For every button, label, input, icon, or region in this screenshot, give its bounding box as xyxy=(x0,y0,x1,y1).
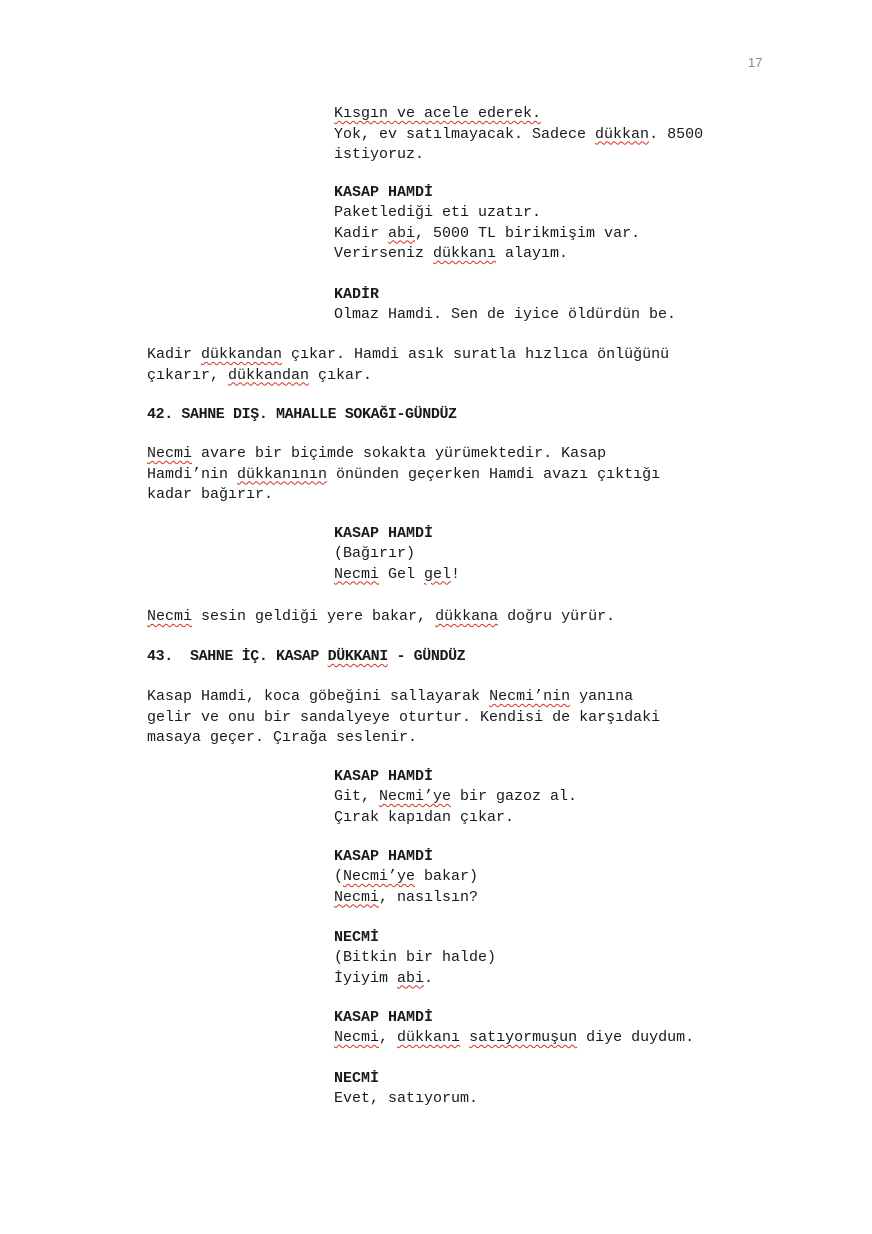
script-line xyxy=(334,244,640,265)
text-run: bir gazoz al. xyxy=(451,788,578,805)
text-run: (Bağırır) xyxy=(334,545,416,562)
dialogue-block xyxy=(334,203,640,265)
script-line xyxy=(334,867,478,888)
text-run: Çırak kapıdan çıkar. xyxy=(334,808,515,826)
text-run: diye duydum. xyxy=(577,1029,695,1046)
text-run: Gel xyxy=(379,565,425,583)
dialogue-block xyxy=(334,305,676,326)
spellcheck-flagged-word: Necmi xyxy=(147,445,193,462)
script-line xyxy=(334,565,460,586)
character-name: KASAP HAMDİ xyxy=(334,768,434,785)
script-line xyxy=(147,444,660,465)
spellcheck-flagged-word: gel xyxy=(424,565,452,583)
script-line xyxy=(334,948,496,969)
text-run: - GÜNDÜZ xyxy=(387,648,466,665)
text-run: yanına xyxy=(570,688,634,705)
spellcheck-flagged-word: satıyormuşun xyxy=(469,1029,578,1046)
text-run: Kasap Hamdi, koca göbeğini sallayarak xyxy=(147,688,490,705)
scene-heading xyxy=(147,647,465,668)
action-block xyxy=(147,444,660,506)
script-line xyxy=(334,1028,694,1049)
dialogue-block xyxy=(334,867,478,908)
script-line xyxy=(334,808,577,829)
script-line xyxy=(147,687,660,708)
spellcheck-flagged-word: abi xyxy=(397,969,425,987)
text-run: avare bir biçimde sokakta yürümektedir. Kasap xyxy=(192,445,607,462)
spellcheck-flagged-word: Necmi xyxy=(334,1029,380,1046)
spellcheck-flagged-word: Necmi’nin xyxy=(489,688,571,705)
character-name: NECMİ xyxy=(334,929,380,946)
script-line xyxy=(334,145,703,166)
spellcheck-flagged-word: Necmi xyxy=(334,565,380,583)
text-run: kadar bağırır. xyxy=(147,486,274,503)
spellcheck-flagged-word: abi xyxy=(388,224,416,242)
text-run: Git, xyxy=(334,788,380,805)
text-run: çıkar. xyxy=(309,366,373,384)
text-run: , nasılsın? xyxy=(379,888,479,906)
spellcheck-flagged-word: Necmi xyxy=(334,888,380,906)
spellcheck-flagged-word: DÜKKANI xyxy=(327,648,388,665)
script-line xyxy=(147,728,660,749)
text-run: . xyxy=(424,969,434,987)
page-number: 17 xyxy=(748,55,763,70)
spellcheck-flagged-word: dükkandan xyxy=(201,346,283,363)
character-name: NECMİ xyxy=(334,1070,380,1087)
spellcheck-flagged-word: Necmi xyxy=(147,608,193,625)
script-line xyxy=(147,485,660,506)
character-name: KASAP HAMDİ xyxy=(334,1009,434,1026)
script-line xyxy=(334,969,496,990)
text-run: Hamdi’nin xyxy=(147,465,238,483)
script-line xyxy=(334,787,577,808)
dialogue-block xyxy=(334,1028,694,1049)
script-line xyxy=(334,544,460,565)
script-line xyxy=(147,465,660,486)
text-run: önünden geçerken Hamdi avazı çıktığı xyxy=(327,465,661,483)
script-line xyxy=(334,224,640,245)
spellcheck-flagged-word: dükkanının xyxy=(237,465,328,483)
dialogue-block xyxy=(334,1089,478,1110)
text-run: istiyoruz. xyxy=(334,146,425,163)
character-name: KASAP HAMDİ xyxy=(334,848,434,865)
script-line xyxy=(334,203,640,224)
text-run: 43. SAHNE İÇ. KASAP xyxy=(147,648,328,665)
text-run: sesin geldiği yere bakar, xyxy=(192,608,436,625)
spellcheck-flagged-word: Kısgın ve acele ederek. xyxy=(334,105,542,122)
text-run: , xyxy=(379,1029,398,1046)
script-line xyxy=(147,708,660,729)
script-line xyxy=(334,1089,478,1110)
action-block xyxy=(147,687,660,749)
script-line xyxy=(334,104,703,125)
text-run: Evet, satıyorum. xyxy=(334,1090,479,1107)
action-block xyxy=(147,345,669,386)
spellcheck-flagged-word: Necmi’ye xyxy=(343,868,416,885)
text-run: gelir ve onu bir sandalyeye oturtur. Kendisi de karşıdaki xyxy=(147,708,661,726)
spellcheck-flagged-word: Necmi’ye xyxy=(379,788,452,805)
text-run: Paketlediği eti uzatır. xyxy=(334,204,542,221)
spellcheck-flagged-word: dükkana xyxy=(435,608,499,625)
text-run: Olmaz Hamdi. Sen de iyice öldürdün be. xyxy=(334,306,677,323)
script-line xyxy=(147,345,669,366)
script-line xyxy=(334,125,703,146)
dialogue-block xyxy=(334,787,577,828)
text-run: masaya geçer. Çırağa seslenir. xyxy=(147,729,418,746)
spellcheck-flagged-word: dükkanı xyxy=(397,1029,461,1046)
dialogue-block xyxy=(334,948,496,989)
text-run: (Bitkin bir halde) xyxy=(334,949,497,966)
spellcheck-flagged-word: dükkan xyxy=(595,125,650,143)
text-run: Yok, ev satılmayacak. Sadece xyxy=(334,125,596,143)
text-run: doğru yürür. xyxy=(498,608,616,625)
action-block xyxy=(147,607,615,628)
text-run: İyiyim xyxy=(334,969,398,987)
dialogue-block xyxy=(334,544,460,585)
text-run: çıkarır, xyxy=(147,366,229,384)
character-name: KASAP HAMDİ xyxy=(334,525,434,542)
text-run: , 5000 TL birikmişim var. xyxy=(415,224,641,242)
scene-heading: 42. SAHNE DIŞ. MAHALLE SOKAĞI-GÜNDÜZ xyxy=(147,406,457,423)
text-run: ! xyxy=(451,565,461,583)
character-name: KASAP HAMDİ xyxy=(334,184,434,201)
text-run: . 8500 xyxy=(649,125,704,143)
script-line xyxy=(334,305,676,326)
text-run: bakar) xyxy=(415,868,479,885)
text-run: alayım. xyxy=(496,245,569,262)
script-line xyxy=(147,607,615,628)
script-line xyxy=(147,366,669,387)
character-name: KADİR xyxy=(334,286,380,303)
text-run: Kadir xyxy=(147,346,202,363)
text-run: çıkar. Hamdi asık suratla hızlıca önlüğünü xyxy=(282,346,670,363)
script-line xyxy=(334,888,478,909)
text-run: Kadir xyxy=(334,224,389,242)
text-run xyxy=(460,1029,469,1046)
spellcheck-flagged-word: dükkanı xyxy=(433,245,497,262)
text-run: Verirseniz xyxy=(334,245,434,262)
dialogue-block xyxy=(334,104,703,166)
text-run: ( xyxy=(334,868,344,885)
spellcheck-flagged-word: dükkandan xyxy=(228,366,310,384)
